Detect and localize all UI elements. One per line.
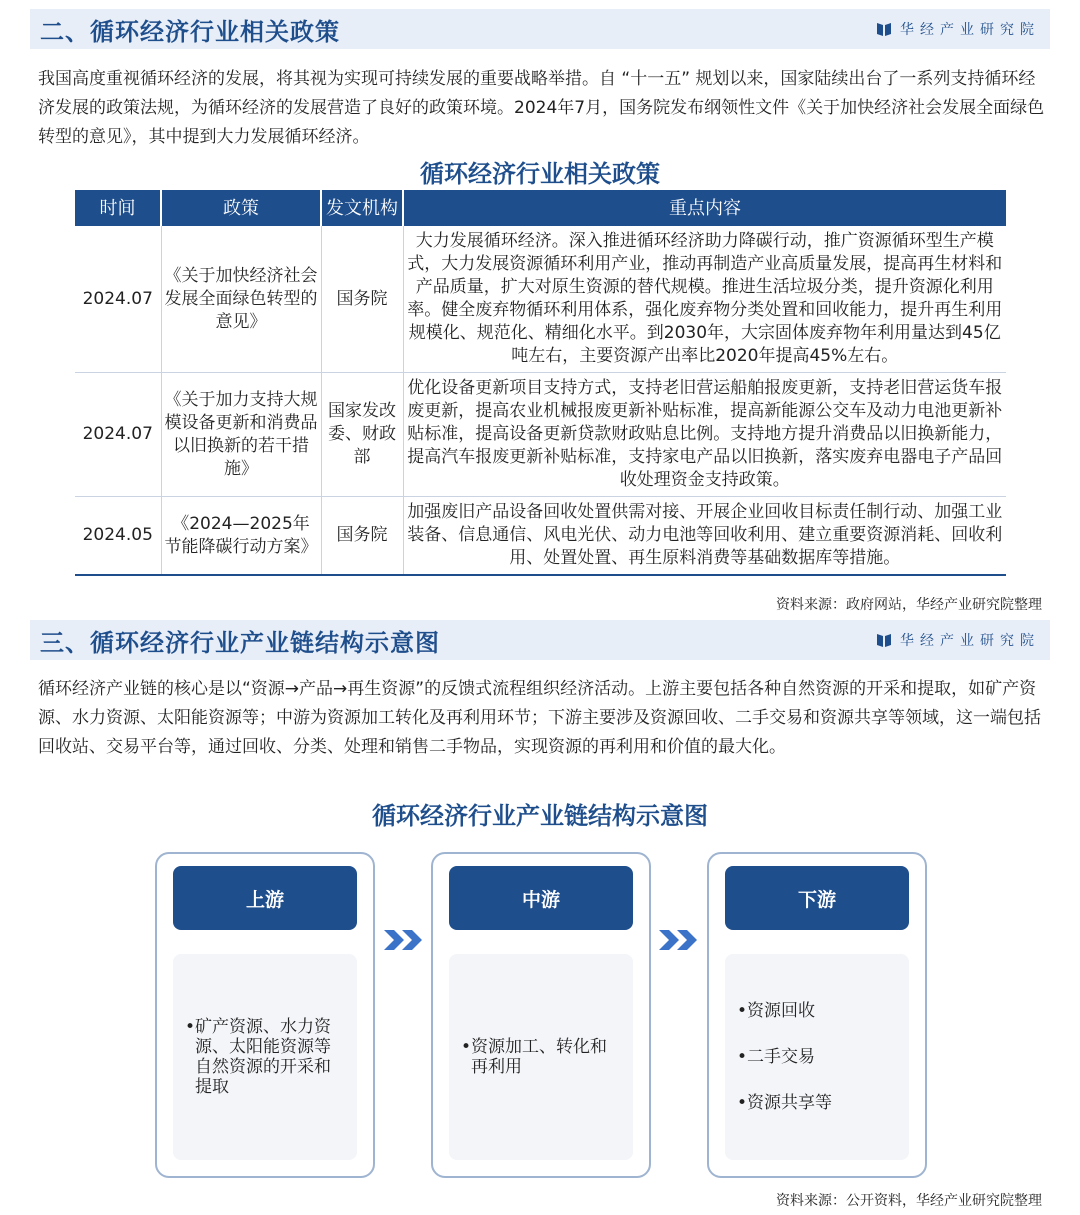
cell-policy: 《关于加快经济社会发展全面绿色转型的意见》 — [161, 225, 321, 373]
section-header-policies — [30, 9, 1050, 49]
stage-box-upstream — [155, 852, 375, 1178]
stage-item: • 二手交易 — [737, 1047, 815, 1067]
stage-item: • 资源回收 — [737, 1001, 815, 1021]
chain-diagram-title: 循环经济行业产业链结构示意图 — [372, 802, 708, 830]
cell-policy: 《关于加力支持大规模设备更新和消费品以旧换新的若干措施》 — [161, 373, 321, 497]
chain-intro-paragraph: 循环经济产业链的核心是以“资源→产品→再生资源”的反馈式流程组织经济活动。上游主要包括各种自然资源的开采和提取，如矿产资源、水力资源、太阳能资源等；中游为资源加工转化及再利用环节；下游主要涉及资源回收、二手交易和资源共享等领域，这一端包括回收站、交易平台等，通过回收、分类、处理和销售二手物品，实现资源的再利用和价值的最大化。 — [38, 679, 1041, 757]
section-title: 二、循环经济行业相关政策 — [40, 17, 340, 46]
chain-source-note: 资料来源：公开资料，华经产业研究院整理 — [776, 1193, 1042, 1209]
brand-name: 华经产业研究院 — [900, 633, 1040, 649]
stage-body — [173, 954, 357, 1160]
policy-table-title: 循环经济行业相关政策 — [420, 160, 660, 188]
chevron-right-icon — [382, 926, 426, 954]
brand-name: 华经产业研究院 — [900, 22, 1040, 38]
stage-label: 下游 — [725, 866, 909, 930]
cell-content: 优化设备更新项目支持方式，支持老旧营运船舶报废更新，支持老旧营运货车报废更新，提高农业机械报废更新补贴标准，提高新能源公交车及动力电池更新补贴标准，提高设备更新贷款财政贴息比例。支持地方提升消费品以旧换新能力，提高汽车报废更新补贴标准，支持家电产品以旧换新，落实废弃电器电子产品回收处理资金支持政策。 — [403, 373, 1006, 497]
policy-source-note: 资料来源：政府网站，华经产业研究院整理 — [776, 597, 1042, 613]
stage-label: 上游 — [173, 866, 357, 930]
cell-agency: 国务院 — [321, 225, 403, 373]
brand-logo-icon — [876, 632, 892, 648]
stage-item: • 资源加工、转化和再利用 — [461, 1037, 607, 1077]
column-header: 重点内容 — [403, 190, 1006, 225]
table-header-row — [75, 190, 1006, 225]
column-header: 发文机构 — [321, 190, 403, 225]
table-row — [75, 373, 1006, 497]
brand-logo-icon — [876, 21, 892, 37]
cell-content: 加强废旧产品设备回收处置供需对接、开展企业回收目标责任制行动、加强工业装备、信息通信、风电光伏、动力电池等回收利用、建立重要资源消耗、回收利用、处置处置、再生原料消费等基础数据库等措施。 — [403, 497, 1006, 576]
table-row — [75, 225, 1006, 373]
cell-content: 大力发展循环经济。深入推进循环经济助力降碳行动，推广资源循环型生产模式，大力发展资源循环利用产业，推动再制造产业高质量发展，提高再生材料和产品质量，扩大对原生资源的替代规模。推进生活垃圾分类，提升资源化利用率。健全废弃物循环利用体系，强化废弃物分类处置和回收能力，提升再生利用规模化、规范化、精细化水平。到2030年，大宗固体废弃物年利用量达到45亿吨左右，主要资源产出率比2020年提高45%左右。 — [403, 225, 1006, 373]
column-header: 时间 — [75, 190, 161, 225]
chevron-right-icon — [657, 926, 701, 954]
cell-policy: 《2024—2025年节能降碳行动方案》 — [161, 497, 321, 576]
policy-table — [75, 190, 1006, 576]
cell-time: 2024.07 — [75, 373, 161, 497]
stage-item: • 资源共享等 — [737, 1093, 832, 1113]
stage-body — [725, 954, 909, 1160]
section-header-chain — [30, 620, 1050, 660]
brand — [876, 19, 1040, 39]
column-header: 政策 — [161, 190, 321, 225]
cell-agency: 国家发改委、财政部 — [321, 373, 403, 497]
table-row — [75, 497, 1006, 576]
stage-box-midstream — [431, 852, 651, 1178]
brand — [876, 630, 1040, 650]
cell-agency: 国务院 — [321, 497, 403, 576]
stage-box-downstream — [707, 852, 927, 1178]
stage-label: 中游 — [449, 866, 633, 930]
policy-intro-paragraph: 我国高度重视循环经济的发展，将其视为实现可持续发展的重要战略举措。自 “十一五” 规划以来，国家陆续出台了一系列支持循环经济发展的政策法规，为循环经济的发展营造了良好的政策环境。2024年7月，国务院发布纲领性文件《关于加快经济社会发展全面绿色转型的意见》，其中提到大力发展循环经济。 — [38, 69, 1045, 147]
section-title: 三、循环经济行业产业链结构示意图 — [40, 628, 440, 657]
stage-item: • 矿产资源、水力资源、太阳能资源等自然资源的开采和提取 — [185, 1017, 331, 1097]
cell-time: 2024.05 — [75, 497, 161, 576]
stage-body — [449, 954, 633, 1160]
cell-time: 2024.07 — [75, 225, 161, 373]
